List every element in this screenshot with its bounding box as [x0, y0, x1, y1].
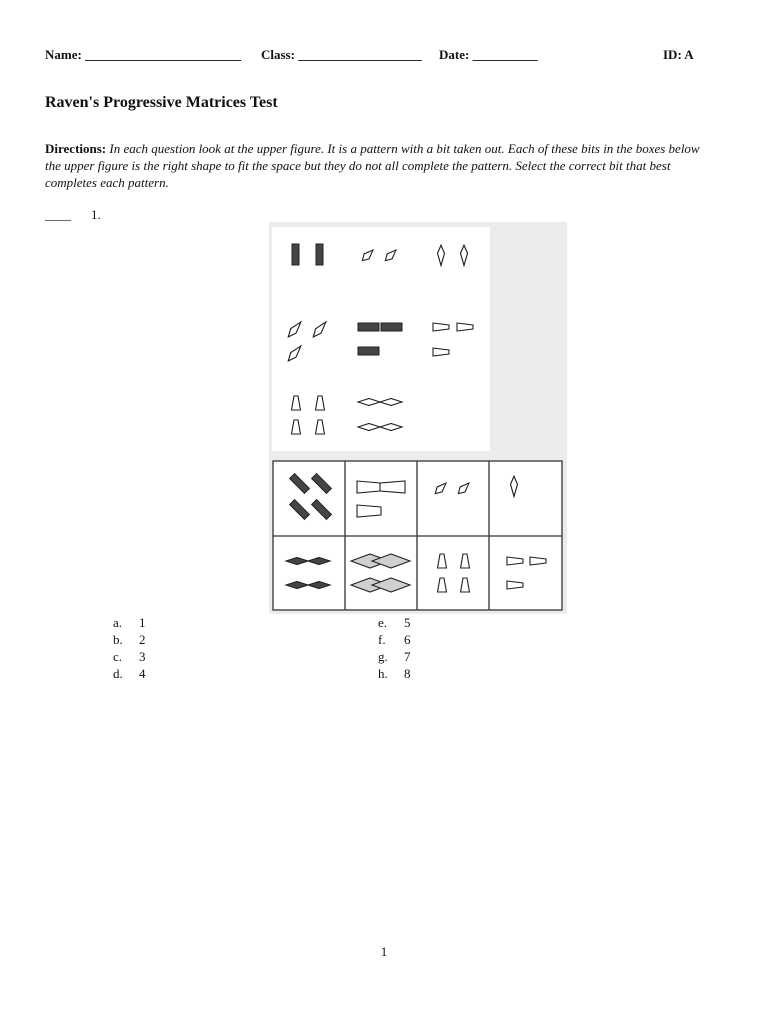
date-field-label: Date: __________: [439, 47, 538, 62]
page-title: Raven's Progressive Matrices Test: [45, 94, 278, 111]
id-label: ID: A: [663, 47, 694, 62]
raven-matrix-figure: [269, 222, 567, 614]
choice-letter: c.: [113, 649, 123, 664]
directions: [45, 140, 717, 191]
choice-letter: g.: [378, 649, 388, 664]
choice-letter: f.: [378, 632, 386, 647]
answer-blank: ____: [45, 207, 71, 222]
choice-value: 3: [139, 649, 146, 664]
page-number: 1: [380, 944, 388, 959]
choice-value: 8: [404, 666, 411, 681]
directions-lead: Directions:: [45, 141, 107, 156]
question-number: 1.: [91, 207, 101, 222]
choice-letter: a.: [113, 615, 123, 630]
directions-text: In each question look at the upper figure. It is a pattern with a bit taken out. Each of these bits in the boxes below the upper figure is the right shape to fit the space but they do not all complete the pattern. Select the correct bit that best completes each pattern.: [45, 141, 700, 190]
choice-value: 6: [404, 632, 411, 647]
choice-value: 7: [404, 649, 411, 664]
choice-letter: d.: [113, 666, 123, 681]
choice-value: 5: [404, 615, 411, 630]
header: [45, 47, 700, 67]
choice-value: 1: [139, 615, 146, 630]
name-field-label: Name: ________________________: [45, 47, 242, 62]
missing-piece-gap: [429, 382, 489, 450]
choice-letter: b.: [113, 632, 123, 647]
choice-letter: e.: [378, 615, 388, 630]
choice-value: 2: [139, 632, 146, 647]
class-field-label: Class: ___________________: [261, 47, 422, 62]
choice-value: 4: [139, 666, 146, 681]
choice-letter: h.: [378, 666, 388, 681]
